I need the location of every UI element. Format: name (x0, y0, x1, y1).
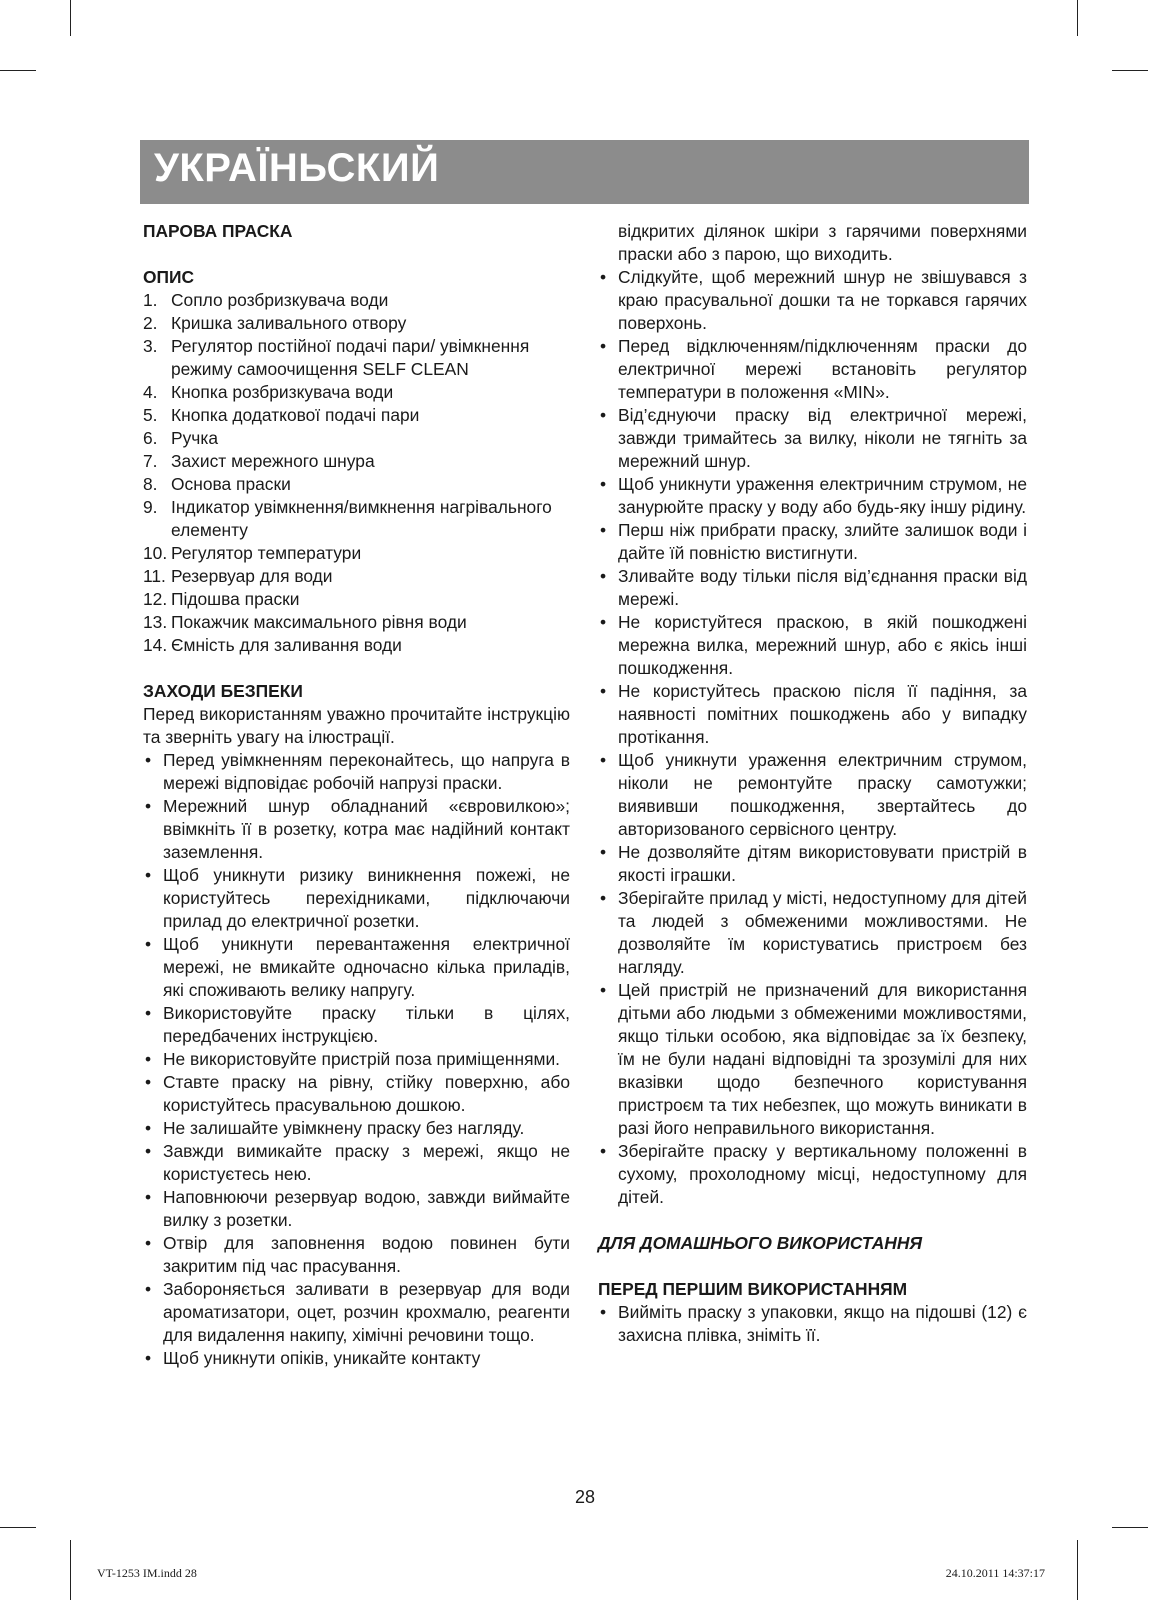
crop-mark (1112, 70, 1148, 71)
list-item (143, 1232, 570, 1278)
first-use-list (598, 1301, 1027, 1347)
list-item-text: Не залишайте увімкнену праску без нагляду. (163, 1118, 525, 1138)
list-item (143, 496, 570, 542)
list-item-text: Покажчик максимального рівня води (171, 612, 467, 632)
right-column (598, 220, 1027, 1347)
bullet-icon: • (600, 888, 607, 908)
list-item (143, 1140, 570, 1186)
list-item-text: Слідкуйте, щоб мережний шнур не звішувався з краю прасувальної дошки та не торкався гарячих поверхонь. (618, 267, 1027, 333)
list-item (143, 1278, 570, 1347)
crop-mark (70, 1540, 71, 1600)
list-item (143, 588, 570, 611)
list-item-text: Перш ніж прибрати праску, злийте залишок води і дайте їй повністю вистигнути. (618, 520, 1027, 563)
bullet-icon: • (145, 1003, 152, 1023)
list-item-text: Регулятор температури (171, 543, 362, 563)
product-title: ПАРОВА ПРАСКА (143, 221, 293, 241)
bullet-icon: • (600, 980, 607, 1000)
safety-intro: Перед використанням уважно прочитайте інструкцію та зверніть увагу на ілюстрації. (143, 704, 570, 747)
list-item (143, 611, 570, 634)
list-item-text: Щоб уникнути ураження електричним струмом, ніколи не ремонтуйте праску самотужки; виявивши пошкодження, звертайтесь до авторизованого сервісного центру. (618, 750, 1027, 839)
bullet-icon: • (145, 1049, 152, 1069)
list-item-text: Регулятор постійної подачі пари/ увімкнення режиму самоочищення SELF CLEAN (171, 336, 530, 379)
footer-filename: VT-1253 IM.indd 28 (97, 1566, 197, 1580)
list-item (143, 289, 570, 312)
list-item-text: Не дозволяйте дітям використовувати пристрій в якості іграшки. (618, 842, 1027, 885)
list-item (598, 680, 1027, 749)
bullet-icon: • (145, 1072, 152, 1092)
list-item (598, 220, 1027, 266)
bullet-icon: • (600, 750, 607, 770)
list-item-number: 2. (143, 313, 158, 333)
list-item-number: 9. (143, 497, 158, 517)
list-item-number: 4. (143, 382, 158, 402)
list-item-text: Наповнюючи резервуар водою, завжди виймайте вилку з розетки. (163, 1187, 570, 1230)
list-item-text: Сопло розбризкувача води (171, 290, 389, 310)
list-item (143, 864, 570, 933)
list-item-text: Забороняється заливати в резервуар для води ароматизатори, оцет, розчин крохмалю, реагенти для видалення накипу, хімічні речовини тощо. (163, 1279, 570, 1345)
list-item-text: Вийміть праску з упаковки, якщо на підошві (12) є захисна плівка, зніміть її. (618, 1302, 1027, 1345)
bullet-icon: • (145, 934, 152, 954)
crop-mark (1077, 1540, 1078, 1600)
bullet-icon: • (600, 842, 607, 862)
list-item-number: 13. (143, 612, 168, 632)
list-item (598, 266, 1027, 335)
bullet-icon: • (145, 865, 152, 885)
list-item (598, 611, 1027, 680)
list-item-text: Індикатор увімкнення/вимкнення нагрівального елементу (171, 497, 552, 540)
bullet-icon: • (145, 1118, 152, 1138)
list-item (598, 1301, 1027, 1347)
parts-list (143, 289, 570, 657)
bullet-icon: • (145, 1233, 152, 1253)
list-item-text: Ручка (171, 428, 219, 448)
list-item-number: 12. (143, 589, 168, 609)
list-item-number: 1. (143, 290, 158, 310)
list-item (598, 404, 1027, 473)
bullet-icon: • (145, 750, 152, 770)
crop-mark (1077, 0, 1078, 36)
footer-datetime: 24.10.2011 14:37:17 (945, 1566, 1045, 1580)
safety-list (143, 749, 570, 1370)
list-item (143, 404, 570, 427)
list-item-text: Не використовуйте пристрій поза приміщеннями. (163, 1049, 561, 1069)
bullet-icon: • (145, 796, 152, 816)
bullet-icon: • (600, 474, 607, 494)
list-item-number: 6. (143, 428, 158, 448)
left-column (143, 220, 570, 1370)
bullet-icon: • (600, 1141, 607, 1161)
list-item (598, 519, 1027, 565)
list-item (143, 1347, 570, 1370)
bullet-icon: • (145, 1279, 152, 1299)
list-item-text: Кришка заливального отвору (171, 313, 407, 333)
first-use-heading: ПЕРЕД ПЕРШИМ ВИКОРИСТАННЯМ (598, 1279, 908, 1299)
language-banner (140, 140, 1029, 204)
list-item-text: Захист мережного шнура (171, 451, 375, 471)
list-item-number: 10. (143, 543, 168, 563)
bullet-icon: • (145, 1348, 152, 1368)
list-item-text: Щоб уникнути ураження електричним струмом, не занурюйте праску у воду або будь-яку іншу рідину. (618, 474, 1027, 517)
list-item-text: Завжди вимикайте праску з мережі, якщо не користуєтесь нею. (163, 1141, 570, 1184)
list-item-text: Не користуйтеся праскою, в якій пошкоджені мережна вилка, мережний шнур, або є якісь інші пошкодження. (618, 612, 1027, 678)
list-item (598, 841, 1027, 887)
list-item (143, 1002, 570, 1048)
list-item-number: 3. (143, 336, 158, 356)
list-item (598, 979, 1027, 1140)
bullet-icon: • (600, 1302, 607, 1322)
list-item-text: Не користуйтесь праскою після її падіння, за наявності помітних пошкоджень або у випадку протікання. (618, 681, 1027, 747)
list-item (143, 427, 570, 450)
list-item (143, 450, 570, 473)
list-item (143, 1117, 570, 1140)
list-item-text: Ємність для заливання води (171, 635, 402, 655)
bullet-icon: • (600, 267, 607, 287)
list-item (143, 565, 570, 588)
bullet-icon: • (145, 1187, 152, 1207)
list-item-text: Перед відключенням/підключенням праски до електричної мережі встановіть регулятор температури в положення «MIN». (618, 336, 1027, 402)
list-item-text: Перед увімкненням переконайтесь, що напруга в мережі відповідає робочій напрузі праски. (163, 750, 570, 793)
list-item-text: Зберігайте прилад у місті, недоступному для дітей та людей з обмеженими можливостями. Не дозволяйте їм користуватись пристроєм без нагляду. (618, 888, 1027, 977)
bullet-icon: • (145, 1141, 152, 1161)
list-item-text: Зберігайте праску у вертикальному положенні в сухому, прохолодному місці, недоступному для дітей. (618, 1141, 1027, 1207)
safety-heading: ЗАХОДИ БЕЗПЕКИ (143, 681, 303, 701)
list-item (143, 335, 570, 381)
list-item-text: Основа праски (171, 474, 291, 494)
list-item (598, 473, 1027, 519)
list-item (143, 933, 570, 1002)
language-title: УКРАЇНЬСКИЙ (154, 146, 440, 190)
page-number: 28 (574, 1487, 596, 1507)
list-item-text: Підошва праски (171, 589, 300, 609)
list-item-text: Резервуар для води (171, 566, 333, 586)
list-item-text: Щоб уникнути перевантаження електричної мережі, не вмикайте одночасно кілька приладів, які споживають велику напругу. (163, 934, 570, 1000)
list-item (143, 542, 570, 565)
list-item-text: Від’єднуючи праску від електричної мережі, завжди тримайтесь за вилку, ніколи не тягніть за мережний шнур. (618, 405, 1027, 471)
list-item (598, 565, 1027, 611)
list-item (143, 1048, 570, 1071)
bullet-icon: • (600, 566, 607, 586)
home-use-heading: ДЛЯ ДОМАШНЬОГО ВИКОРИСТАННЯ (598, 1233, 923, 1253)
bullet-icon: • (600, 336, 607, 356)
bullet-icon: • (600, 405, 607, 425)
list-item-text: Мережний шнур обладнаний «євровилкою»; ввімкніть її в розетку, котра має надійний контакт заземлення. (163, 796, 570, 862)
list-item-number: 7. (143, 451, 158, 471)
safety-list-continued (598, 220, 1027, 266)
bullet-icon: • (600, 612, 607, 632)
list-item-text: Отвір для заповнення водою повинен бути закритим під час прасування. (163, 1233, 570, 1276)
list-item-text: Щоб уникнути ризику виникнення пожежі, не користуйтесь перехідниками, підключаючи прилад до електричної розетки. (163, 865, 570, 931)
crop-mark (70, 0, 71, 36)
list-item-number: 14. (143, 635, 168, 655)
list-item (143, 749, 570, 795)
list-item (143, 795, 570, 864)
crop-mark (0, 1527, 36, 1528)
list-item-number: 5. (143, 405, 158, 425)
crop-mark (1112, 1527, 1148, 1528)
list-item-text: Ставте праску на рівну, стійку поверхню, або користуйтесь прасувальною дошкою. (163, 1072, 570, 1115)
list-item-text: Щоб уникнути опіків, уникайте контакту (163, 1348, 481, 1368)
list-item (143, 381, 570, 404)
list-item (598, 1140, 1027, 1209)
list-item-text: Використовуйте праску тільки в цілях, передбачених інструкцією. (163, 1003, 570, 1046)
list-item (143, 1071, 570, 1117)
list-item (143, 634, 570, 657)
list-item-text: Цей пристрій не призначений для використання дітьми або людьми з обмеженими можливостями, якщо тільки особою, яка відповідає за їх безпеку, їм не були надані відповідні та зрозумілі для них вказівки щодо безпечного користування пристроєм та тих небезпек, що можуть виникати в разі його неправильного використання. (618, 980, 1027, 1138)
continuation-text: відкритих ділянок шкіри з гарячими поверхнями праски або з парою, що виходить. (618, 221, 1027, 264)
list-item-number: 11. (143, 566, 166, 586)
list-item-text: Зливайте воду тільки після від’єднання праски від мережі. (618, 566, 1027, 609)
list-item (598, 887, 1027, 979)
list-item-text: Кнопка додаткової подачі пари (171, 405, 420, 425)
safety-list-right (598, 266, 1027, 1209)
list-item (143, 1186, 570, 1232)
list-item-number: 8. (143, 474, 158, 494)
list-item (598, 749, 1027, 841)
list-item (143, 312, 570, 335)
description-heading: ОПИС (143, 267, 195, 287)
crop-mark (0, 70, 36, 71)
bullet-icon: • (600, 681, 607, 701)
bullet-icon: • (600, 520, 607, 540)
list-item (598, 335, 1027, 404)
list-item (143, 473, 570, 496)
list-item-text: Кнопка розбризкувача води (171, 382, 394, 402)
